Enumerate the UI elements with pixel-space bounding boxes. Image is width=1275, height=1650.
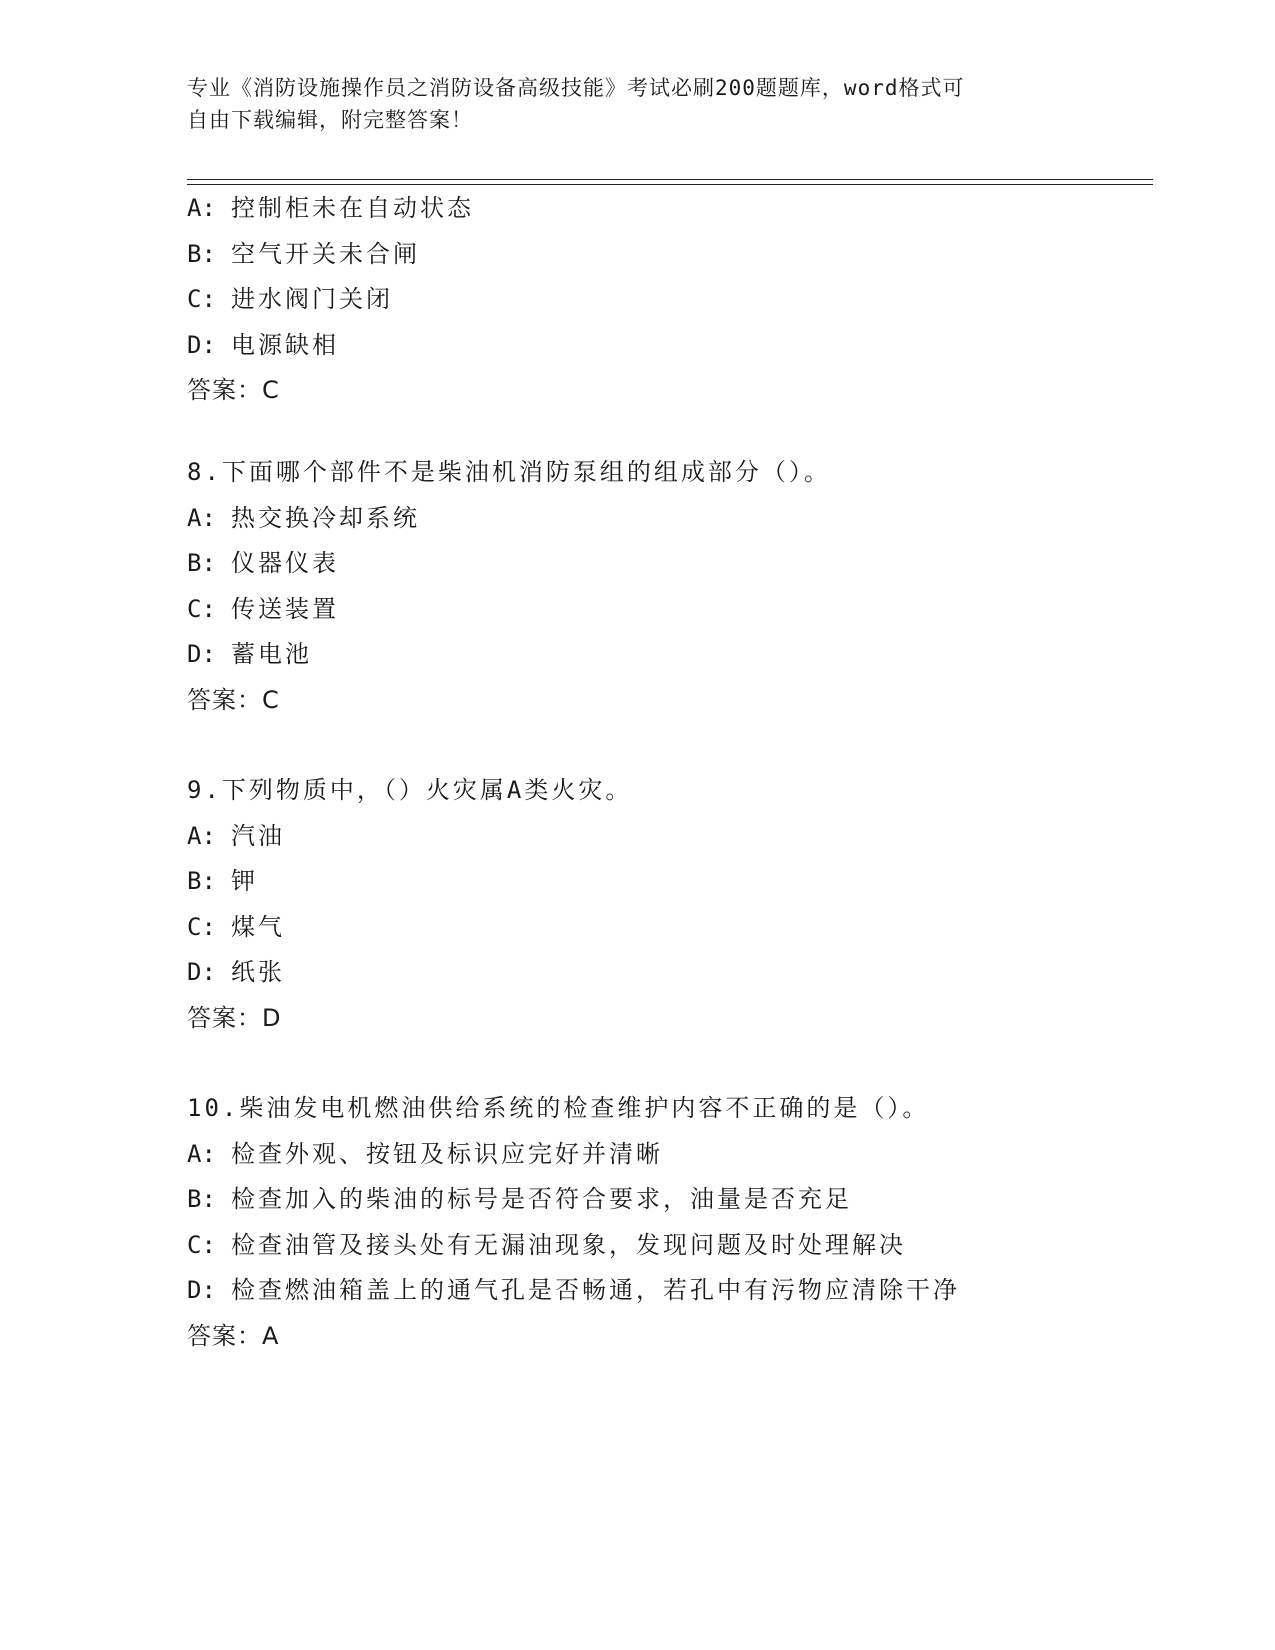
question-block-10 — [187, 1086, 1187, 1359]
option-b: B: 仪器仪表 — [187, 549, 339, 577]
header-divider-bottom — [187, 184, 1153, 185]
header-line-2: 自由下载编辑，附完整答案！ — [187, 108, 473, 132]
header-line-1: 专业《消防设施操作员之消防设备高级技能》考试必刷200题题库，word格式可 — [187, 76, 965, 100]
option-a: A: 热交换冷却系统 — [187, 503, 420, 532]
option-a: A: 检查外观、按钮及标识应完好并清晰 — [187, 1139, 663, 1168]
question-text: 9.下列物质中，（）火灾属A类火灾。 — [187, 776, 633, 804]
question-block-7 — [187, 186, 1187, 414]
option-b: B: 检查加入的柴油的标号是否符合要求，油量是否充足 — [187, 1185, 852, 1213]
option-c: C: 检查油管及接头处有无漏油现象，发现问题及时处理解决 — [187, 1230, 906, 1259]
header-divider-top — [187, 179, 1153, 180]
answer-line: 答案：A — [187, 1321, 280, 1350]
answer-line: 答案：C — [187, 685, 280, 714]
option-a: A: 汽油 — [187, 821, 285, 850]
document-header — [187, 72, 1067, 136]
option-c: C: 传送装置 — [187, 594, 339, 623]
question-block-8 — [187, 450, 1187, 723]
answer-line: 答案：C — [187, 376, 280, 404]
option-d: D: 蓄电池 — [187, 640, 312, 668]
option-d: D: 电源缺相 — [187, 330, 339, 359]
option-a: A: 控制柜未在自动状态 — [187, 194, 474, 222]
option-c: C: 进水阀门关闭 — [187, 285, 393, 313]
option-b: B: 钾 — [187, 867, 258, 895]
answer-line: 答案：D — [187, 1003, 282, 1032]
option-b: B: 空气开关未合闸 — [187, 239, 420, 268]
option-d: D: 检查燃油箱盖上的通气孔是否畅通，若孔中有污物应清除干净 — [187, 1276, 960, 1304]
option-c: C: 煤气 — [187, 912, 285, 941]
question-text: 8.下面哪个部件不是柴油机消防泵组的组成部分（）。 — [187, 458, 831, 486]
question-block-9 — [187, 768, 1187, 1041]
option-d: D: 纸张 — [187, 958, 285, 986]
question-text: 10.柴油发电机燃油供给系统的检查维护内容不正确的是（）。 — [187, 1094, 930, 1122]
